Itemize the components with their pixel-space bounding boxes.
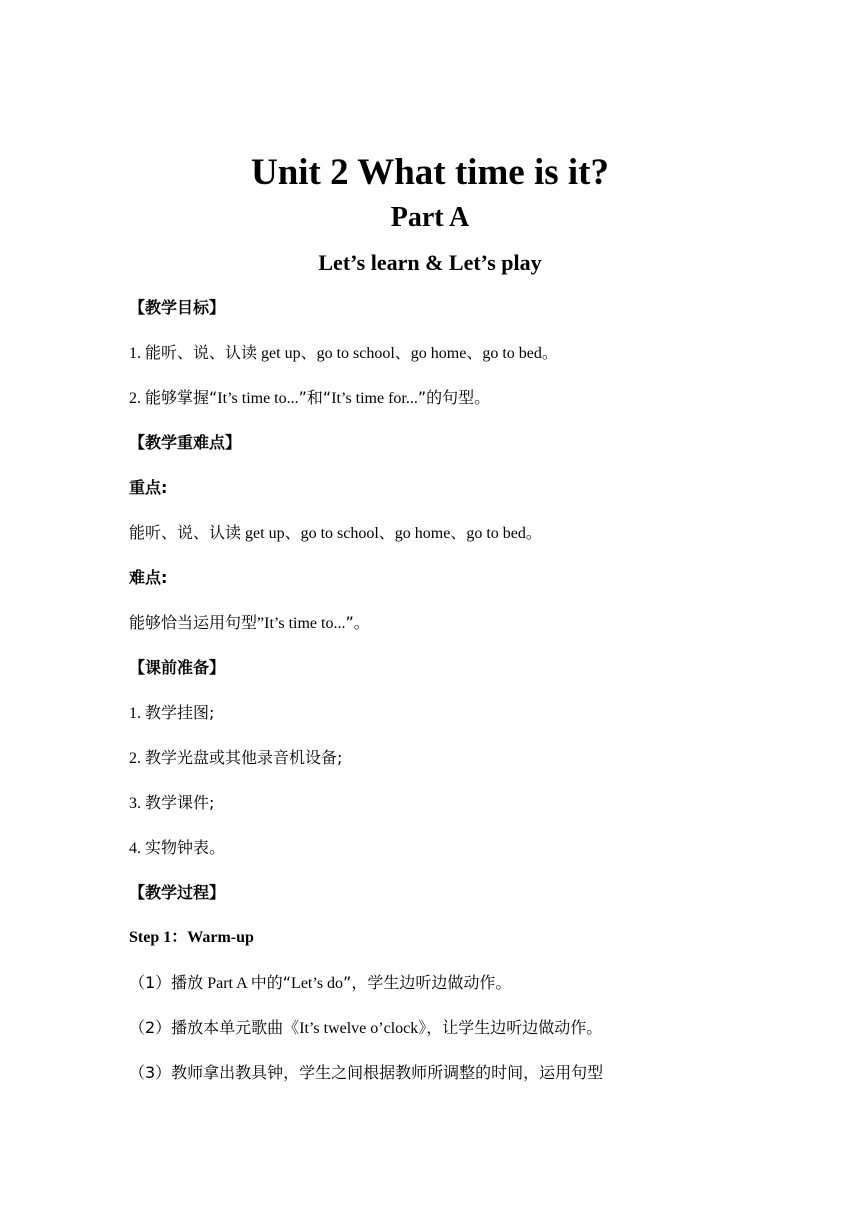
- preparation-item: [129, 702, 214, 725]
- preparation-text: 教学挂图;: [145, 703, 215, 722]
- step-1-heading: Step 1：Warm-up: [129, 929, 254, 946]
- step-text: ”，学生边听边做动作。: [343, 973, 512, 992]
- list-number: 4.: [129, 840, 141, 857]
- unit-title: Unit 2 What time is it?: [250, 152, 609, 193]
- list-number: 1.: [129, 705, 141, 722]
- step-text: 中的“: [250, 973, 292, 992]
- list-number: 2.: [129, 390, 141, 407]
- objective-text: 能够掌握“: [145, 388, 218, 407]
- process-step-2: [129, 1017, 602, 1040]
- preparation-text: 实物钟表。: [145, 838, 226, 857]
- step-text-en: Part A: [203, 975, 251, 992]
- process-heading: 【教学过程】: [129, 883, 226, 902]
- step-text: （1）播放: [129, 973, 204, 992]
- step-text: （3）教师拿出教具钟，学生之间根据教师所调整的时间，运用句型: [129, 1063, 604, 1082]
- difficulty-label: 难点:: [129, 568, 168, 587]
- process-step-3: [129, 1062, 603, 1085]
- difficulty-text-cn: 能够恰当运用句型: [129, 613, 258, 632]
- step-text: 》，让学生边听边做动作。: [418, 1018, 603, 1037]
- lesson-subtitle: Let’s learn & Let’s play: [318, 250, 542, 275]
- objective-text: 能听、说、认读: [145, 343, 258, 362]
- process-step-1: [129, 972, 511, 995]
- difficulty-text-end: ”。: [345, 613, 370, 632]
- preparation-text: 教学光盘或其他录音机设备;: [145, 748, 343, 767]
- objectives-heading: 【教学目标】: [129, 298, 226, 317]
- focus-text: [129, 522, 542, 545]
- preparation-text: 教学课件;: [145, 793, 215, 812]
- difficulty-text-en: ”It’s time to...: [257, 615, 346, 632]
- objective-text: ”和“: [298, 388, 332, 407]
- objective-item-1: [129, 342, 558, 365]
- objective-item-2: [129, 387, 490, 410]
- sentence-pattern-1: It’s time to...: [217, 390, 299, 407]
- focus-label: 重点:: [129, 478, 168, 497]
- objective-text: ”的句型。: [417, 388, 491, 407]
- step-text-en: Let’s do: [291, 975, 344, 992]
- song-title: It’s twelve o’clock: [299, 1020, 419, 1037]
- list-number: 3.: [129, 795, 141, 812]
- list-number: 1.: [129, 345, 141, 362]
- sentence-pattern-2: It’s time for...: [331, 390, 418, 407]
- focus-text-en: get up、go to school、go home、go to bed。: [241, 525, 542, 542]
- list-number: 2.: [129, 750, 141, 767]
- step-text: （2）播放本单元歌曲《: [129, 1018, 300, 1037]
- preparation-heading: 【课前准备】: [129, 658, 226, 677]
- difficulty-text: [129, 612, 370, 635]
- key-points-heading: 【教学重难点】: [129, 433, 242, 452]
- focus-text-cn: 能听、说、认读: [129, 523, 242, 542]
- preparation-item: [129, 837, 225, 860]
- preparation-item: [129, 747, 342, 770]
- objective-phrases: get up、go to school、go home、go to bed。: [257, 345, 558, 362]
- part-title: Part A: [390, 202, 470, 233]
- preparation-item: [129, 792, 214, 815]
